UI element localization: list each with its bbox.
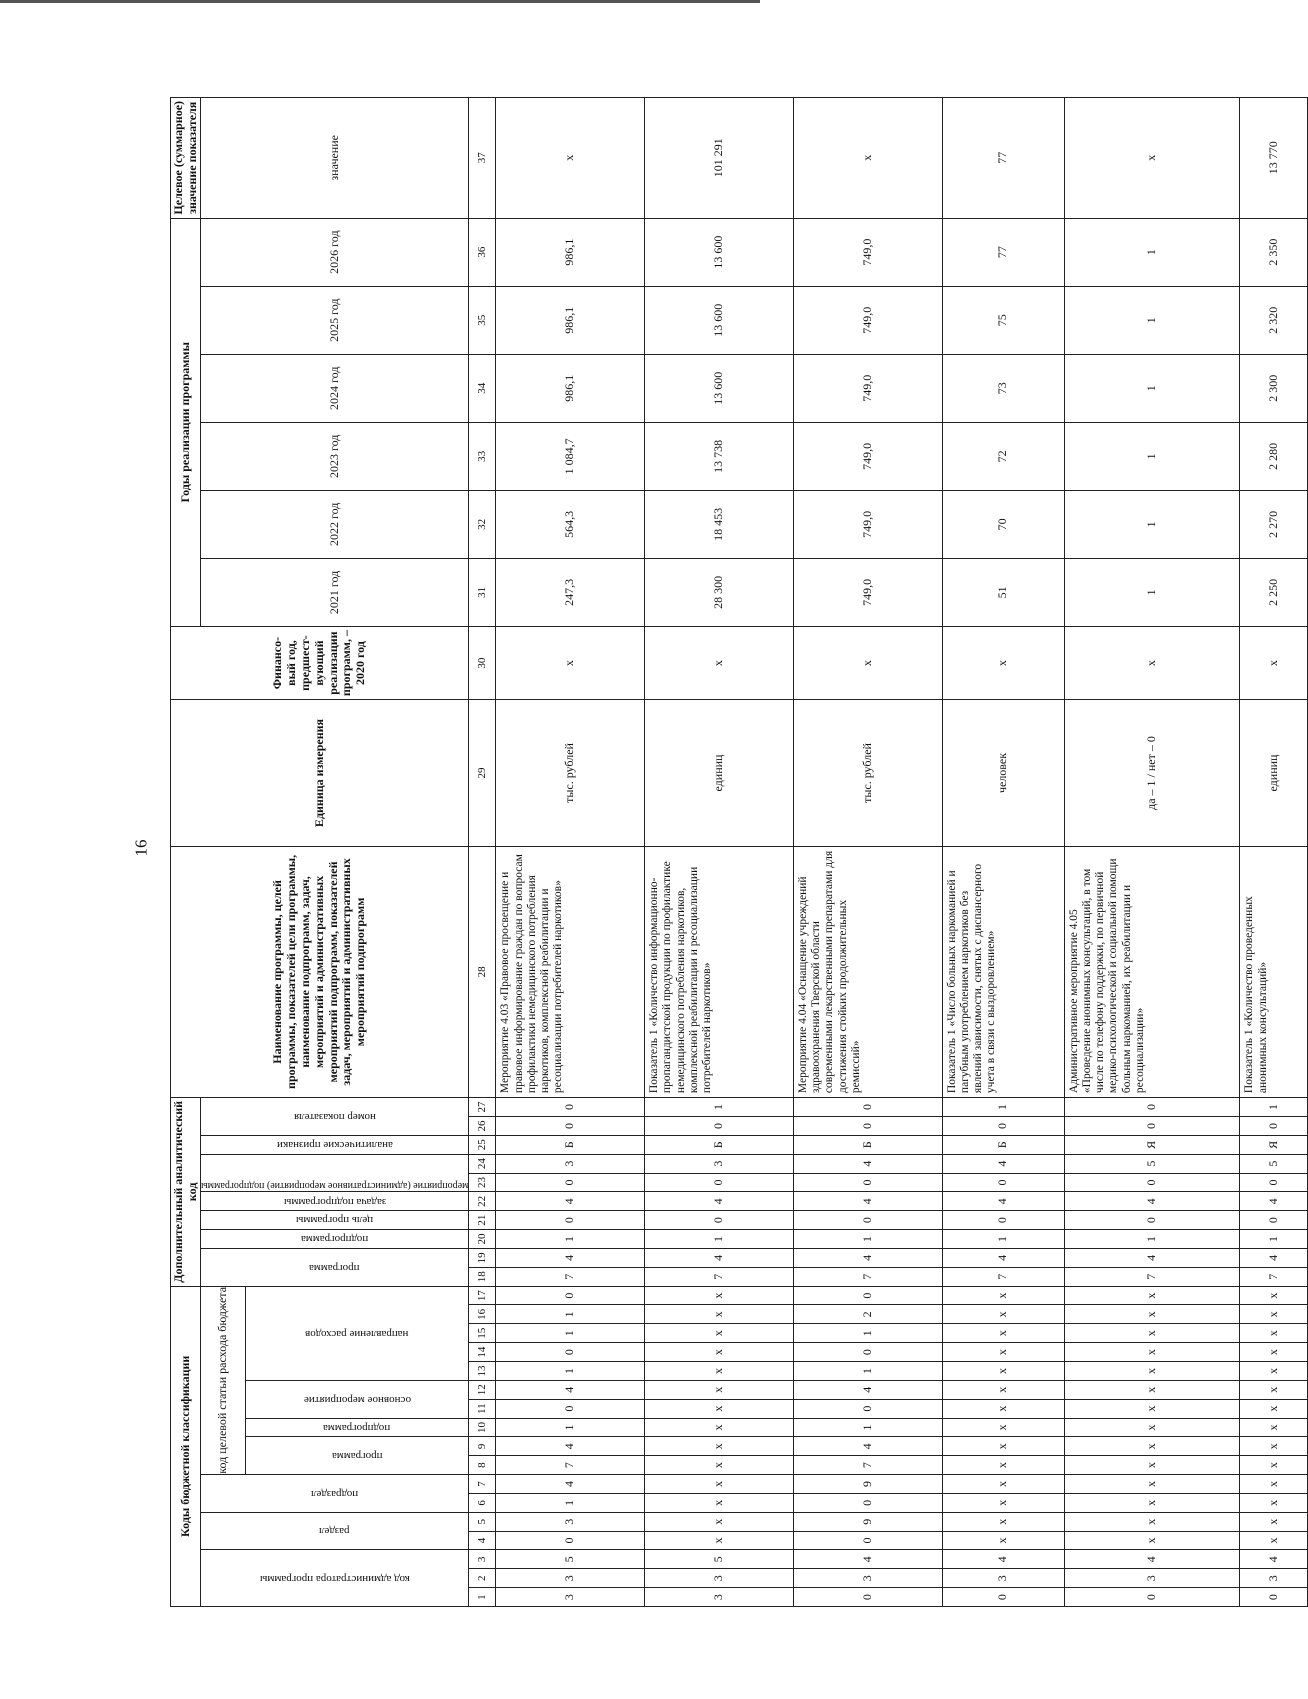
code-cell: 0 bbox=[496, 1531, 645, 1550]
code-cell: 4 bbox=[496, 1248, 645, 1267]
code-cell: х bbox=[1240, 1380, 1308, 1399]
row-year-value: 749,0 bbox=[793, 490, 942, 558]
header-osnovnoe: основное мероприятие bbox=[245, 1380, 469, 1418]
column-number-34: 34 bbox=[469, 354, 496, 422]
code-cell: х bbox=[1240, 1456, 1308, 1475]
code-cell: 0 bbox=[942, 1117, 1064, 1136]
code-cell: х bbox=[1240, 1324, 1308, 1343]
code-cell: 7 bbox=[793, 1267, 942, 1286]
code-cell: х bbox=[1240, 1531, 1308, 1550]
code-cell: 4 bbox=[793, 1380, 942, 1399]
code-cell: 0 bbox=[793, 1343, 942, 1362]
code-cell: 1 bbox=[942, 1098, 1064, 1117]
code-cell: 2 bbox=[793, 1305, 942, 1324]
code-cell: 0 bbox=[793, 1173, 942, 1192]
header-a-podprogramma: подпрограмма bbox=[201, 1230, 469, 1249]
table-row bbox=[645, 98, 794, 1607]
row-unit: человек bbox=[942, 700, 1064, 847]
code-cell: 0 bbox=[793, 1117, 942, 1136]
code-cell: Б bbox=[942, 1135, 1064, 1154]
code-cell: 0 bbox=[496, 1173, 645, 1192]
header-programma: программа bbox=[245, 1437, 469, 1475]
code-cell: 1 bbox=[496, 1362, 645, 1381]
code-cell: х bbox=[1064, 1418, 1240, 1437]
code-cell: 4 bbox=[1240, 1550, 1308, 1569]
code-cell: 7 bbox=[645, 1267, 794, 1286]
code-cell: х bbox=[1240, 1362, 1308, 1381]
code-cell: 9 bbox=[793, 1475, 942, 1494]
code-cell: 1 bbox=[793, 1362, 942, 1381]
table-row bbox=[496, 98, 645, 1607]
code-cell: х bbox=[645, 1437, 794, 1456]
code-cell: 3 bbox=[645, 1154, 794, 1173]
code-cell: 0 bbox=[645, 1173, 794, 1192]
code-cell: 0 bbox=[793, 1211, 942, 1230]
row-fin-year: х bbox=[1064, 626, 1240, 699]
code-cell: 7 bbox=[1064, 1267, 1240, 1286]
code-cell: Б bbox=[793, 1135, 942, 1154]
column-number-18: 18 bbox=[469, 1267, 496, 1286]
code-cell: х bbox=[1240, 1475, 1308, 1494]
code-cell: х bbox=[645, 1399, 794, 1418]
row-unit: тыс. рублей bbox=[793, 700, 942, 847]
column-number-23: 23 bbox=[469, 1173, 496, 1192]
code-cell: 3 bbox=[496, 1588, 645, 1607]
column-number-13: 13 bbox=[469, 1362, 496, 1381]
row-year-value: 1 bbox=[1064, 218, 1240, 286]
column-number-29: 29 bbox=[469, 700, 496, 847]
rotated-table-container bbox=[170, 97, 1280, 1607]
header-name: Наименование программы, целей программы, показателей цели программы, наименование подпрограмм, задач, мероприятий и административных мероприятий подпрограмм, показателей задач, мероприятий и административных мероприятий подпрограмм bbox=[171, 846, 469, 1097]
table-row bbox=[1064, 98, 1240, 1607]
header-podrazdel: подраздел bbox=[201, 1475, 469, 1513]
code-cell: 3 bbox=[1240, 1569, 1308, 1588]
header-target-value: значение bbox=[201, 98, 469, 219]
column-number-4: 4 bbox=[469, 1531, 496, 1550]
code-cell: Я bbox=[1064, 1135, 1240, 1154]
code-cell: 4 bbox=[1064, 1192, 1240, 1211]
code-cell: 1 bbox=[1064, 1230, 1240, 1249]
row-year-value: 70 bbox=[942, 490, 1064, 558]
code-cell: 5 bbox=[1240, 1154, 1308, 1173]
header-year-5: 2025 год bbox=[201, 286, 469, 354]
column-number-35: 35 bbox=[469, 286, 496, 354]
row-year-value: 749,0 bbox=[793, 286, 942, 354]
code-cell: х bbox=[942, 1475, 1064, 1494]
code-cell: 1 bbox=[793, 1324, 942, 1343]
row-year-value: 247,3 bbox=[496, 558, 645, 626]
code-cell: 3 bbox=[793, 1569, 942, 1588]
code-cell: 0 bbox=[942, 1588, 1064, 1607]
code-cell: 3 bbox=[496, 1512, 645, 1531]
code-cell: 4 bbox=[942, 1248, 1064, 1267]
code-cell: 0 bbox=[1064, 1588, 1240, 1607]
row-unit: да – 1 / нет – 0 bbox=[1064, 700, 1240, 847]
code-cell: 0 bbox=[1240, 1117, 1308, 1136]
row-year-value: 28 300 bbox=[645, 558, 794, 626]
row-unit: тыс. рублей bbox=[496, 700, 645, 847]
row-year-value: 73 bbox=[942, 354, 1064, 422]
code-cell: х bbox=[1064, 1399, 1240, 1418]
column-number-19: 19 bbox=[469, 1248, 496, 1267]
row-year-value: 75 bbox=[942, 286, 1064, 354]
row-year-value: 1 bbox=[1064, 354, 1240, 422]
code-cell: х bbox=[645, 1456, 794, 1475]
column-number-21: 21 bbox=[469, 1211, 496, 1230]
row-year-value: 749,0 bbox=[793, 354, 942, 422]
table-row bbox=[793, 98, 942, 1607]
code-cell: 0 bbox=[793, 1098, 942, 1117]
row-year-value: 13 738 bbox=[645, 422, 794, 490]
code-cell: х bbox=[645, 1324, 794, 1343]
code-cell: 4 bbox=[793, 1550, 942, 1569]
code-cell: 4 bbox=[1064, 1550, 1240, 1569]
code-cell: 0 bbox=[645, 1211, 794, 1230]
code-cell: 0 bbox=[1064, 1211, 1240, 1230]
code-cell: 4 bbox=[793, 1192, 942, 1211]
column-number-16: 16 bbox=[469, 1305, 496, 1324]
code-cell: 1 bbox=[645, 1230, 794, 1249]
header-unit: Единица измерения bbox=[171, 700, 469, 847]
code-cell: х bbox=[645, 1362, 794, 1381]
program-indicators-table bbox=[170, 97, 1308, 1607]
row-fin-year: х bbox=[942, 626, 1064, 699]
code-cell: 1 bbox=[645, 1098, 794, 1117]
row-year-value: 1 bbox=[1064, 422, 1240, 490]
code-cell: 5 bbox=[645, 1550, 794, 1569]
code-cell: 0 bbox=[1240, 1173, 1308, 1192]
code-cell: 1 bbox=[1240, 1230, 1308, 1249]
code-cell: х bbox=[645, 1343, 794, 1362]
code-cell: х bbox=[942, 1493, 1064, 1512]
code-cell: х bbox=[1064, 1512, 1240, 1531]
code-cell: х bbox=[645, 1475, 794, 1494]
column-number-27: 27 bbox=[469, 1098, 496, 1117]
header-a-priznaki: аналитические признаки bbox=[201, 1135, 469, 1154]
code-cell: х bbox=[1240, 1437, 1308, 1456]
code-cell: х bbox=[1064, 1343, 1240, 1362]
column-number-33: 33 bbox=[469, 422, 496, 490]
row-name: Показатель 1 «Количество проведенных анонимных консультаций» bbox=[1240, 846, 1308, 1097]
code-cell: 0 bbox=[793, 1493, 942, 1512]
code-cell: х bbox=[942, 1456, 1064, 1475]
row-year-value: 51 bbox=[942, 558, 1064, 626]
code-cell: х bbox=[942, 1399, 1064, 1418]
code-cell: 4 bbox=[645, 1248, 794, 1267]
code-cell: х bbox=[1064, 1380, 1240, 1399]
code-cell: 3 bbox=[942, 1569, 1064, 1588]
code-cell: х bbox=[1240, 1512, 1308, 1531]
row-year-value: 986,1 bbox=[496, 354, 645, 422]
header-year-1: 2021 год bbox=[201, 558, 469, 626]
code-cell: 0 bbox=[1064, 1117, 1240, 1136]
code-cell: х bbox=[1240, 1343, 1308, 1362]
code-cell: 1 bbox=[496, 1493, 645, 1512]
code-cell: 4 bbox=[942, 1192, 1064, 1211]
column-number-22: 22 bbox=[469, 1192, 496, 1211]
header-years-group: Годы реализации программы bbox=[171, 218, 201, 626]
code-cell: х bbox=[1064, 1286, 1240, 1305]
code-cell: 7 bbox=[793, 1456, 942, 1475]
column-number-11: 11 bbox=[469, 1399, 496, 1418]
code-cell: 0 bbox=[496, 1286, 645, 1305]
column-number-5: 5 bbox=[469, 1512, 496, 1531]
row-name: Административное мероприятие 4.05 «Проведение анонимных консультаций, в том числе по телефону поддержки, по первичной медико-психологической и социальной помощи больным наркоманией, их реабилитации и ресоциализации» bbox=[1064, 846, 1240, 1097]
code-cell: х bbox=[645, 1286, 794, 1305]
code-cell: х bbox=[1240, 1399, 1308, 1418]
code-cell: 0 bbox=[1064, 1173, 1240, 1192]
row-year-value: 749,0 bbox=[793, 558, 942, 626]
column-number-10: 10 bbox=[469, 1418, 496, 1437]
header-napravlenie: направление расходов bbox=[245, 1286, 469, 1380]
code-cell: 7 bbox=[942, 1267, 1064, 1286]
code-cell: 4 bbox=[496, 1437, 645, 1456]
column-number-32: 32 bbox=[469, 490, 496, 558]
code-cell: х bbox=[645, 1493, 794, 1512]
code-cell: 4 bbox=[942, 1154, 1064, 1173]
code-cell: х bbox=[1064, 1456, 1240, 1475]
code-cell: 1 bbox=[496, 1305, 645, 1324]
code-cell: 4 bbox=[793, 1437, 942, 1456]
row-fin-year: х bbox=[645, 626, 794, 699]
code-cell: х bbox=[942, 1362, 1064, 1381]
row-name: Мероприятие 4.04 «Оснащение учреждений здравоохранения Тверской области современными лекарственными препаратами для достижения стойких продолжительных ремиссий» bbox=[793, 846, 942, 1097]
code-cell: х bbox=[1064, 1475, 1240, 1494]
row-year-value: 1 084,7 bbox=[496, 422, 645, 490]
code-cell: 4 bbox=[793, 1154, 942, 1173]
code-cell: х bbox=[1240, 1493, 1308, 1512]
code-cell: 9 bbox=[793, 1512, 942, 1531]
code-cell: х bbox=[645, 1418, 794, 1437]
row-name: Мероприятие 4.03 «Правовое просвещение и правовое информирование граждан по вопросам профилактики немедицинского потребления наркотиков, комплексной реабилитации и ресоциализации потребителей наркотиков» bbox=[496, 846, 645, 1097]
code-cell: 3 bbox=[496, 1569, 645, 1588]
code-cell: 0 bbox=[942, 1173, 1064, 1192]
code-cell: х bbox=[1064, 1437, 1240, 1456]
row-year-value: 13 600 bbox=[645, 286, 794, 354]
code-cell: 3 bbox=[645, 1569, 794, 1588]
header-a-meropriyatie: мероприятие (административное мероприятие) подпрограммы bbox=[201, 1154, 469, 1192]
header-target-group: Целевое (суммарное) значение показателя bbox=[171, 98, 201, 219]
code-cell: 0 bbox=[793, 1286, 942, 1305]
row-year-value: 749,0 bbox=[793, 422, 942, 490]
row-year-value: 2 300 bbox=[1240, 354, 1308, 422]
page-number: 16 bbox=[131, 839, 151, 857]
code-cell: 1 bbox=[496, 1230, 645, 1249]
header-year-3: 2023 год bbox=[201, 422, 469, 490]
code-cell: 0 bbox=[496, 1098, 645, 1117]
code-cell: 7 bbox=[496, 1456, 645, 1475]
code-cell: х bbox=[1240, 1286, 1308, 1305]
code-cell: 0 bbox=[793, 1588, 942, 1607]
row-fin-year: х bbox=[496, 626, 645, 699]
column-numbers-row bbox=[469, 98, 496, 1607]
row-fin-year: х bbox=[793, 626, 942, 699]
code-cell: 4 bbox=[1240, 1192, 1308, 1211]
column-number-14: 14 bbox=[469, 1343, 496, 1362]
row-year-value: 2 350 bbox=[1240, 218, 1308, 286]
row-year-value: 13 600 bbox=[645, 218, 794, 286]
code-cell: 1 bbox=[496, 1324, 645, 1343]
code-cell: х bbox=[942, 1343, 1064, 1362]
column-number-7: 7 bbox=[469, 1475, 496, 1494]
code-cell: х bbox=[942, 1418, 1064, 1437]
column-number-6: 6 bbox=[469, 1493, 496, 1512]
code-cell: 1 bbox=[793, 1230, 942, 1249]
header-a-cel: цель программы bbox=[201, 1211, 469, 1230]
header-budget-codes: Коды бюджетной классификации bbox=[171, 1286, 201, 1606]
row-year-value: 18 453 bbox=[645, 490, 794, 558]
code-cell: Б bbox=[645, 1135, 794, 1154]
column-number-25: 25 bbox=[469, 1135, 496, 1154]
code-cell: 5 bbox=[496, 1550, 645, 1569]
column-number-3: 3 bbox=[469, 1550, 496, 1569]
code-cell: 0 bbox=[1240, 1211, 1308, 1230]
code-cell: х bbox=[1064, 1324, 1240, 1343]
code-cell: 0 bbox=[793, 1399, 942, 1418]
code-cell: 0 bbox=[1240, 1588, 1308, 1607]
code-cell: 4 bbox=[496, 1192, 645, 1211]
row-year-value: 1 bbox=[1064, 558, 1240, 626]
row-fin-year: х bbox=[1240, 626, 1308, 699]
header-fin-year: Финансо-вый год, предшест-вующий реализации программ, – 2020 год bbox=[171, 626, 469, 699]
code-cell: 1 bbox=[942, 1230, 1064, 1249]
header-budget-target: код целевой статьи расхода бюджета bbox=[201, 1286, 246, 1474]
code-cell: 4 bbox=[496, 1475, 645, 1494]
code-cell: 0 bbox=[496, 1211, 645, 1230]
header-year-2: 2022 год bbox=[201, 490, 469, 558]
row-year-value: 2 320 bbox=[1240, 286, 1308, 354]
code-cell: х bbox=[645, 1531, 794, 1550]
column-number-12: 12 bbox=[469, 1380, 496, 1399]
code-cell: х bbox=[1064, 1493, 1240, 1512]
code-cell: 0 bbox=[496, 1343, 645, 1362]
code-cell: х bbox=[1064, 1531, 1240, 1550]
header-year-6: 2026 год bbox=[201, 218, 469, 286]
row-unit: единиц bbox=[645, 700, 794, 847]
header-analytic-code: Дополнительный аналитический код bbox=[171, 1098, 201, 1287]
code-cell: х bbox=[942, 1512, 1064, 1531]
code-cell: 4 bbox=[645, 1192, 794, 1211]
code-cell: 4 bbox=[793, 1248, 942, 1267]
table-row bbox=[942, 98, 1064, 1607]
header-a-zadacha: задача подпрограммы bbox=[201, 1192, 469, 1211]
code-cell: 0 bbox=[942, 1211, 1064, 1230]
row-name: Показатель 1 «Число больных наркоманией и пагубным употреблением наркотиков без явлений зависимости, снятых с диспансерного учета в связи с выздоровлением» bbox=[942, 846, 1064, 1097]
column-number-30: 30 bbox=[469, 626, 496, 699]
code-cell: 0 bbox=[496, 1117, 645, 1136]
row-year-value: 1 bbox=[1064, 286, 1240, 354]
column-number-17: 17 bbox=[469, 1286, 496, 1305]
code-cell: 4 bbox=[1240, 1248, 1308, 1267]
code-cell: х bbox=[942, 1305, 1064, 1324]
code-cell: х bbox=[1240, 1305, 1308, 1324]
code-cell: 1 bbox=[496, 1418, 645, 1437]
column-number-26: 26 bbox=[469, 1117, 496, 1136]
code-cell: 0 bbox=[496, 1399, 645, 1418]
table-row bbox=[1240, 98, 1308, 1607]
scan-top-edge-line bbox=[0, 0, 760, 3]
row-target-value: х bbox=[1064, 98, 1240, 219]
column-number-1: 1 bbox=[469, 1588, 496, 1607]
row-target-value: 77 bbox=[942, 98, 1064, 219]
code-cell: 4 bbox=[942, 1550, 1064, 1569]
code-cell: Б bbox=[496, 1135, 645, 1154]
row-year-value: 749,0 bbox=[793, 218, 942, 286]
code-cell: 3 bbox=[1064, 1569, 1240, 1588]
code-cell: х bbox=[645, 1305, 794, 1324]
header-admin-code: код администратора программы bbox=[201, 1550, 469, 1607]
column-number-15: 15 bbox=[469, 1324, 496, 1343]
column-number-28: 28 bbox=[469, 846, 496, 1097]
code-cell: 4 bbox=[1064, 1248, 1240, 1267]
code-cell: х bbox=[1064, 1305, 1240, 1324]
code-cell: х bbox=[1240, 1418, 1308, 1437]
code-cell: 3 bbox=[496, 1154, 645, 1173]
code-cell: Я bbox=[1240, 1135, 1308, 1154]
column-number-24: 24 bbox=[469, 1154, 496, 1173]
code-cell: 7 bbox=[496, 1267, 645, 1286]
header-podprogramma: подпрограмма bbox=[245, 1418, 469, 1437]
column-number-8: 8 bbox=[469, 1456, 496, 1475]
code-cell: х bbox=[645, 1380, 794, 1399]
code-cell: х bbox=[942, 1286, 1064, 1305]
column-number-31: 31 bbox=[469, 558, 496, 626]
row-year-value: 986,1 bbox=[496, 286, 645, 354]
code-cell: х bbox=[942, 1437, 1064, 1456]
row-year-value: 986,1 bbox=[496, 218, 645, 286]
row-target-value: х bbox=[793, 98, 942, 219]
row-target-value: 101 291 bbox=[645, 98, 794, 219]
header-razdel: раздел bbox=[201, 1512, 469, 1550]
row-unit: единиц bbox=[1240, 700, 1308, 847]
code-cell: х bbox=[1064, 1362, 1240, 1381]
column-number-36: 36 bbox=[469, 218, 496, 286]
row-year-value: 72 bbox=[942, 422, 1064, 490]
row-year-value: 564,3 bbox=[496, 490, 645, 558]
header-a-nomer: номер показателя bbox=[201, 1098, 469, 1136]
code-cell: 0 bbox=[793, 1531, 942, 1550]
row-name: Показатель 1 «Количество информационно-пропагандистской продукции по профилактике немедицинского потребления наркотиков, комплексной реабилитации и ресоциализации потребителей наркотиков» bbox=[645, 846, 794, 1097]
code-cell: х bbox=[942, 1380, 1064, 1399]
header-a-programma: программа bbox=[201, 1248, 469, 1286]
column-number-37: 37 bbox=[469, 98, 496, 219]
code-cell: 0 bbox=[1064, 1098, 1240, 1117]
row-year-value: 2 280 bbox=[1240, 422, 1308, 490]
code-cell: х bbox=[942, 1324, 1064, 1343]
header-year-4: 2024 год bbox=[201, 354, 469, 422]
code-cell: 3 bbox=[645, 1588, 794, 1607]
row-year-value: 13 600 bbox=[645, 354, 794, 422]
code-cell: 7 bbox=[1240, 1267, 1308, 1286]
code-cell: х bbox=[942, 1531, 1064, 1550]
row-year-value: 2 250 bbox=[1240, 558, 1308, 626]
code-cell: 5 bbox=[1064, 1154, 1240, 1173]
code-cell: 4 bbox=[496, 1380, 645, 1399]
row-year-value: 1 bbox=[1064, 490, 1240, 558]
row-target-value: х bbox=[496, 98, 645, 219]
code-cell: 1 bbox=[793, 1418, 942, 1437]
column-number-9: 9 bbox=[469, 1437, 496, 1456]
code-cell: х bbox=[645, 1512, 794, 1531]
column-number-20: 20 bbox=[469, 1230, 496, 1249]
column-number-2: 2 bbox=[469, 1569, 496, 1588]
code-cell: 1 bbox=[1240, 1098, 1308, 1117]
row-year-value: 2 270 bbox=[1240, 490, 1308, 558]
row-target-value: 13 770 bbox=[1240, 98, 1308, 219]
row-year-value: 77 bbox=[942, 218, 1064, 286]
code-cell: 0 bbox=[645, 1117, 794, 1136]
